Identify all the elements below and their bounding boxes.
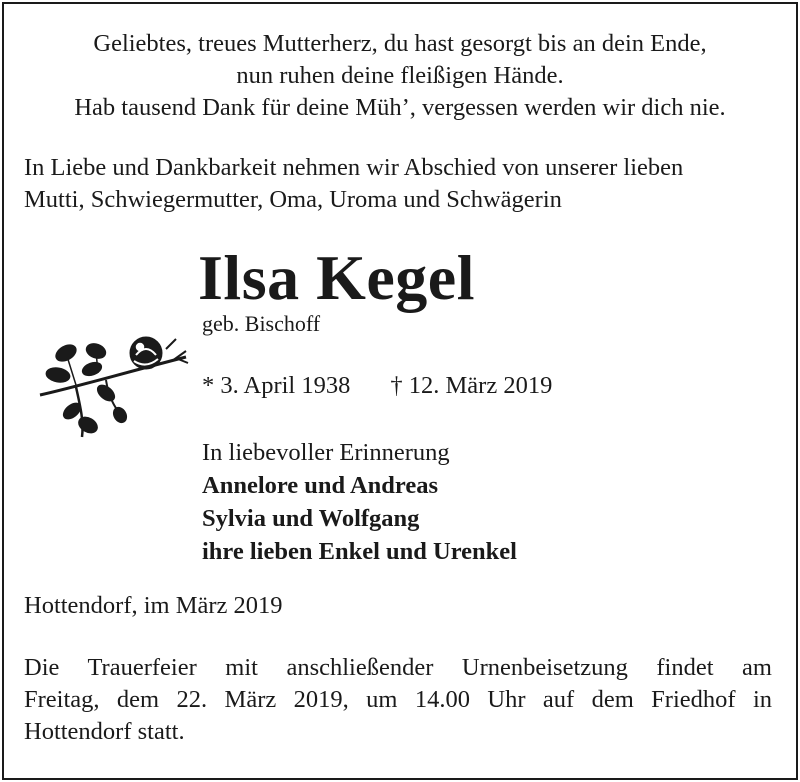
funeral-line: Freitag, dem 22. März 2019, um 14.00 Uhr auf dem Friedhof in [24,686,772,713]
mourner-name: Annelore und Andreas [202,472,438,499]
funeral-info [24,652,772,748]
mourner-name: ihre lieben Enkel und Urenkel [202,538,517,565]
poem-line: Geliebtes, treues Mutterherz, du hast gesorgt bis an dein Ende, [93,30,707,57]
mourners-heading: In liebevoller Erinnerung [202,439,450,466]
death-date: † 12. März 2019 [390,372,553,399]
funeral-line: Die Trauerfeier mit anschließender Urnenbeisetzung findet am [24,654,772,681]
life-dates [202,370,552,402]
birth-date: * 3. April 1938 [202,372,351,399]
mourner-name: Sylvia und Wolfgang [202,505,420,532]
intro-line: Mutti, Schwiegermutter, Oma, Uroma und Schwägerin [24,186,562,213]
intro-line: In Liebe und Dankbarkeit nehmen wir Abschied von unserer lieben [24,154,684,181]
funeral-line: Hottendorf statt. [24,718,185,745]
poem [0,28,800,124]
poem-line: Hab tausend Dank für deine Müh’, vergessen werden wir dich nie. [74,94,726,121]
intro-text [24,152,784,216]
deceased-name: Ilsa Kegel [198,242,475,313]
rose-icon [36,325,204,440]
mourners-block [202,436,517,568]
birth-name: geb. Bischoff [202,311,321,336]
place-date: Hottendorf, im März 2019 [24,592,283,619]
poem-line: nun ruhen deine fleißigen Hände. [236,62,564,89]
